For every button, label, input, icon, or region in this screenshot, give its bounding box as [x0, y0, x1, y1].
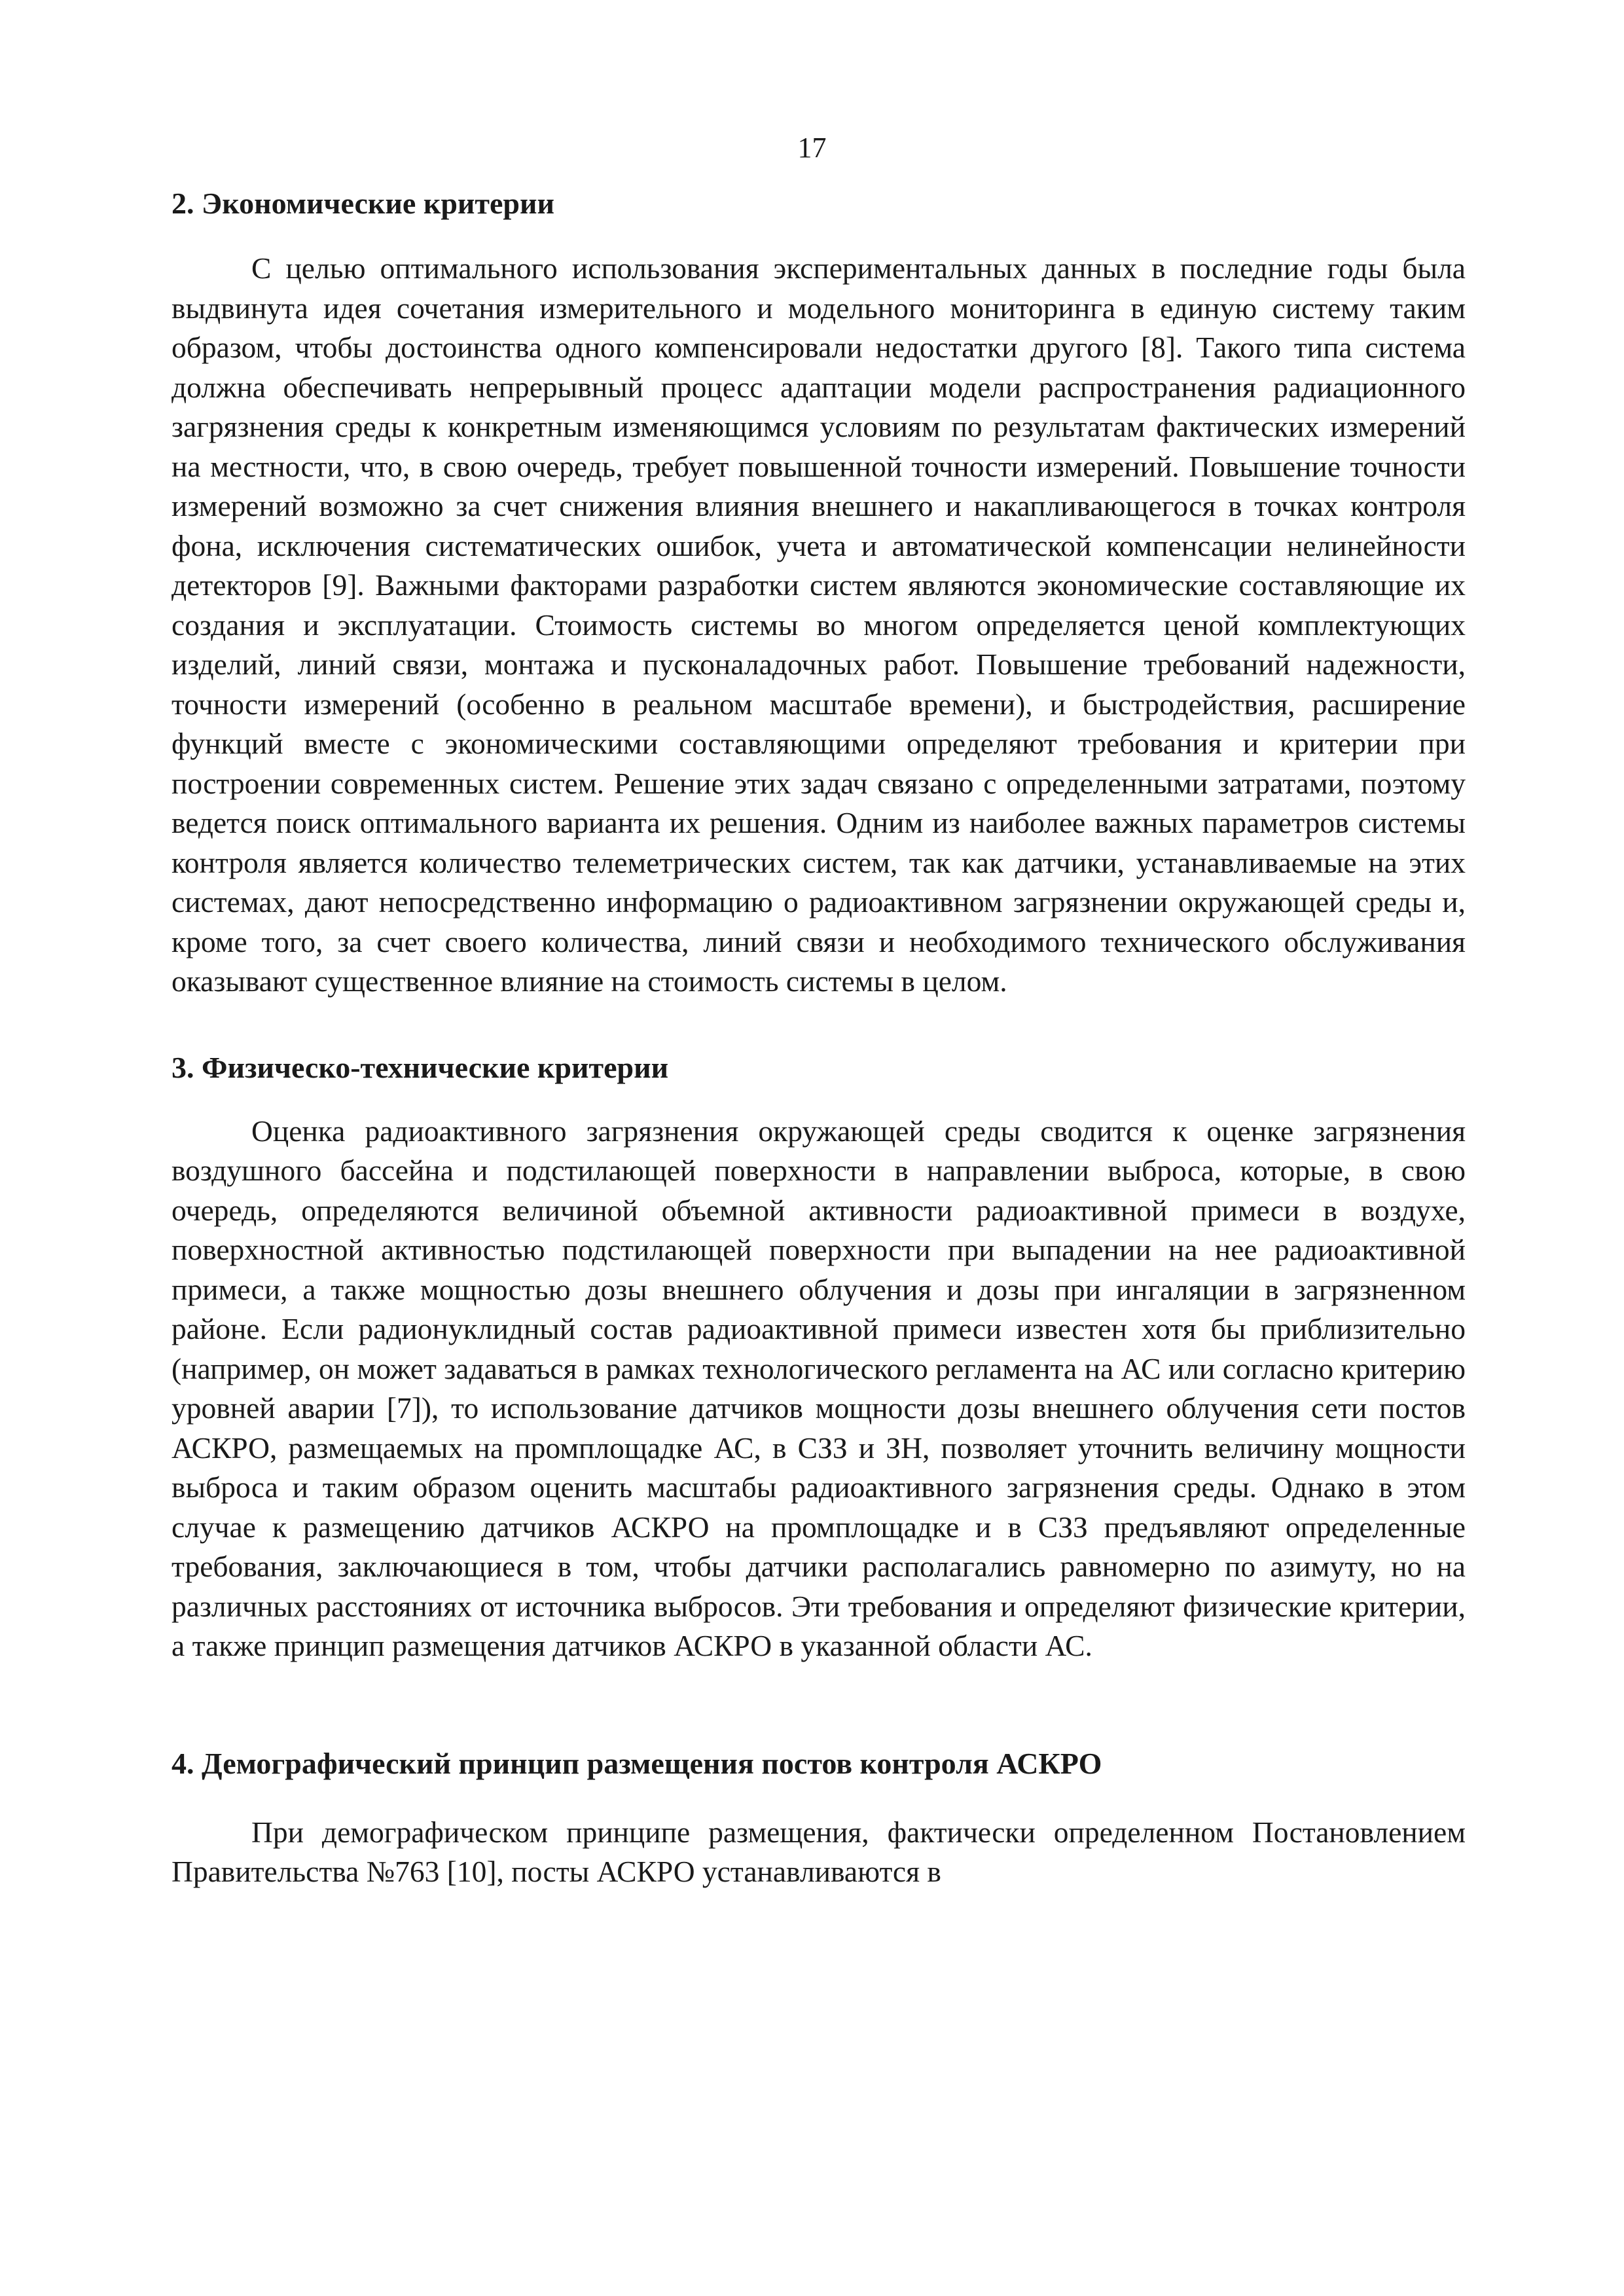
- section-4-paragraph: При демографическом принципе размещения, фактически определенном Постановлением Правительства №763 [10], посты АСКРО устанавливаются в: [171, 1815, 1466, 1888]
- section-2-heading: 2. Экономические критерии: [171, 187, 555, 220]
- page-content: [171, 183, 1466, 1892]
- page-number: 17: [797, 132, 827, 164]
- section-3-heading: 3. Физическо-технические критерии: [171, 1050, 669, 1084]
- section-4-heading: 4. Демографический принцип размещения постов контроля АСКРО: [171, 1746, 1102, 1780]
- section-2-paragraph: С целью оптимального использования экспериментальных данных в последние годы была выдвинута идея сочетания измерительного и модельного мониторинга в единую систему таким образом, чтобы достоинства одного компенсировали недостатки другого [8]. Такого типа система должна обеспечивать непрерывный процесс адаптации модели распространения радиационного загрязнения среды к конкретным изменяющимся условиям по результатам фактических измерений на местности, что, в свою очередь, требует повышенной точности измерений. Повышение точности измерений возможно за счет снижения влияния внешнего и накапливающегося в точках контроля фона, исключения систематических ошибок, учета и автоматической компенсации нелинейности детекторов [9]. Важными факторами разработки систем являются экономические составляющие их создания и эксплуатации. Стоимость системы во многом определяется ценой комплектующих изделий, линий связи, монтажа и пусконаладочных работ. Повышение требований надежности, точности измерений (особенно в реальном масштабе времени), и быстродействия, расширение функций вместе с экономическими составляющими определяют требования и критерии при построении современных систем. Решение этих задач связано с определенными затратами, поэтому ведется поиск оптимального варианта их решения. Одним из наиболее важных параметров системы контроля является количество телеметрических систем, так как датчики, устанавливаемые на этих системах, дают непосредственно информацию о радиоактивном загрязнении окружающей среды и, кроме того, за счет своего количества, линий связи и необходимого технического обслуживания оказывают существенное влияние на стоимость системы в целом.: [171, 251, 1466, 998]
- section-3-paragraph: Оценка радиоактивного загрязнения окружающей среды сводится к оценке загрязнения воздушного бассейна и подстилающей поверхности в направлении выброса, которые, в свою очередь, определяются величиной объемной активности радиоактивной примеси в воздухе, поверхностной активностью подстилающей поверхности при выпадении на нее радиоактивной примеси, а также мощностью дозы внешнего облучения и дозы при ингаляции в загрязненном районе. Если радионуклидный состав радиоактивной примеси известен хотя бы приблизительно (например, он может задаваться в рамках технологического регламента на АС или согласно критерию уровней аварии [7]), то использование датчиков мощности дозы внешнего облучения сети постов АСКРО, размещаемых на промплощадке АС, в СЗЗ и ЗН, позволяет уточнить величину мощности выброса и таким образом оценить масштабы радиоактивного загрязнения среды. Однако в этом случае к размещению датчиков АСКРО на промплощадке и в СЗЗ предъявляют определенные требования, заключающиеся в том, чтобы датчики располагались равномерно по азимуту, но на различных расстояниях от источника выбросов. Эти требования и определяют физические критерии, а также принцип размещения датчиков АСКРО в указанной области АС.: [171, 1114, 1466, 1662]
